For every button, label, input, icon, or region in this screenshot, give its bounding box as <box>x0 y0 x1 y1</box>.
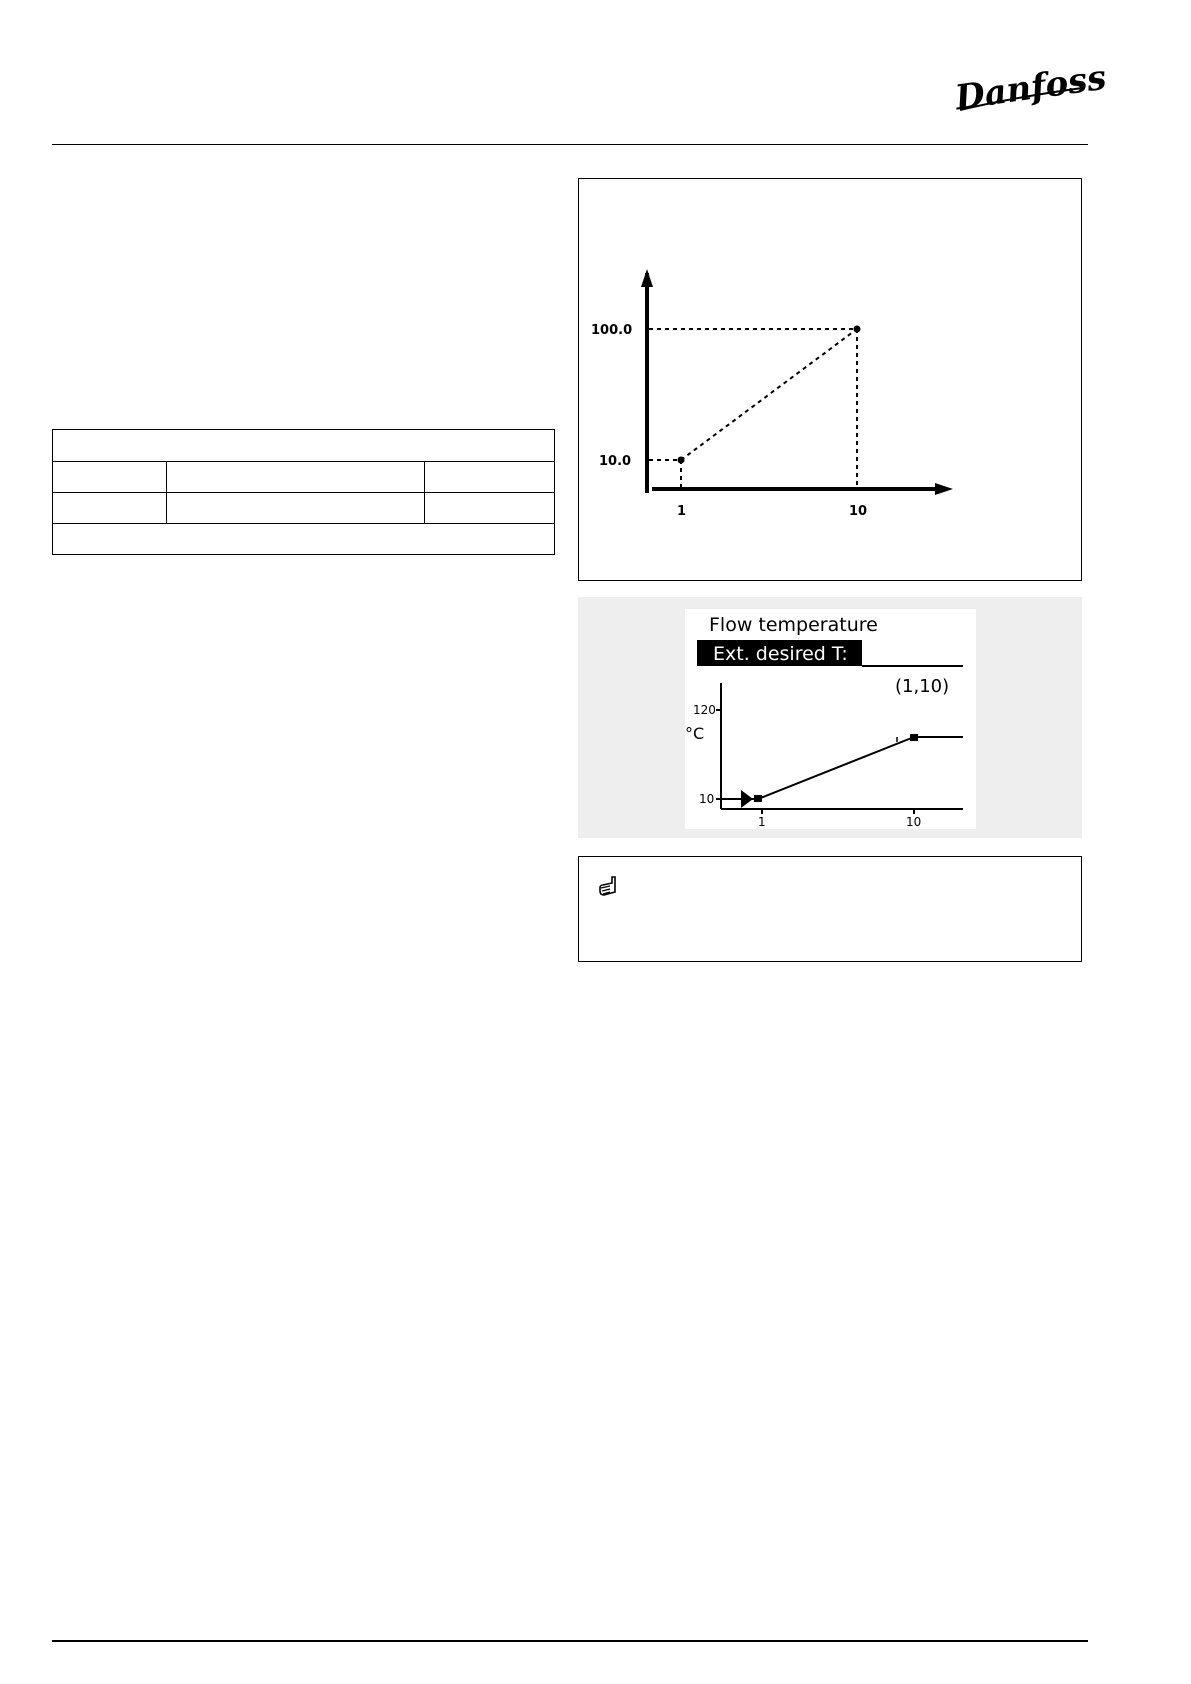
point-max <box>854 326 861 333</box>
menu-item[interactable]: Ext. desired T: <box>713 643 848 665</box>
table-cell <box>166 492 425 523</box>
table-row <box>53 492 554 524</box>
table-cell <box>53 461 167 492</box>
table-row <box>53 461 554 493</box>
x-tick-label: 1 <box>677 504 687 519</box>
screen-x-right-label: 10 <box>906 815 922 829</box>
screen-point-min <box>754 795 762 802</box>
note-box <box>578 856 1082 962</box>
screen-x-left-label: 1 <box>758 815 766 829</box>
header-rule <box>52 144 1088 145</box>
footer-rule <box>52 1640 1088 1642</box>
point-min <box>678 457 685 464</box>
table-cell <box>53 492 167 523</box>
y-tick-label: 10.0 <box>599 454 632 469</box>
danfoss-logo <box>950 57 1109 124</box>
screen-curve <box>758 737 914 799</box>
screen-y-top-label: 120 <box>693 703 716 717</box>
screen-y-bottom-label: 10 <box>699 792 715 806</box>
screen-title: Flow temperature <box>709 614 878 636</box>
x-axis-arrow <box>935 483 953 495</box>
table-header-row <box>53 430 554 462</box>
x-tick-label: 10 <box>849 504 868 519</box>
scaling-graph <box>578 178 1082 581</box>
scaling-line <box>681 329 857 460</box>
parameter-table <box>52 429 555 555</box>
cursor-arrow-icon <box>741 790 753 808</box>
y-axis-arrow <box>641 269 653 287</box>
screen-unit-label: °C <box>685 724 705 743</box>
logo-text: Danfoss <box>952 57 1109 119</box>
table-footer-row <box>53 523 554 554</box>
y-tick-label: 100.0 <box>591 323 633 338</box>
pointing-hand-icon <box>597 874 625 902</box>
table-cell <box>166 461 425 492</box>
controller-display <box>685 609 976 829</box>
setting-value: (1,10) <box>895 676 950 697</box>
screen-point-max <box>910 734 918 741</box>
